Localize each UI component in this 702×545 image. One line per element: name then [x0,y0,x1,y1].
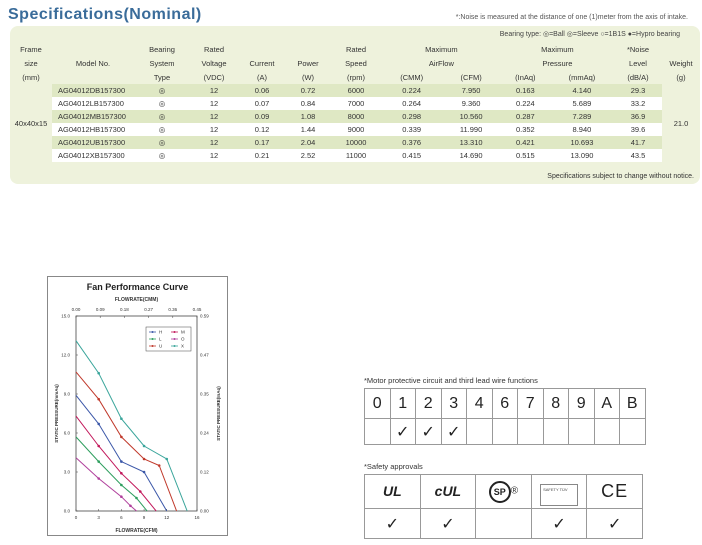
motor-code-0: 0 [365,389,391,419]
cell-inaq: 0.421 [501,136,550,149]
motor-code-A: A [594,389,620,419]
registered-mark: ® [510,484,519,496]
hdr-level: Level [629,58,647,68]
cell-speed: 8000 [330,110,382,123]
cell-cmm: 0.339 [382,123,441,136]
x-tick-label: 6 [120,515,123,520]
x-tick-label: 0 [74,515,78,520]
cell-current: 0.12 [238,123,286,136]
motor-check-8 [543,419,569,445]
cell-voltage: 12 [190,84,238,97]
spec-row [10,110,700,123]
hdr-unit-w: (W) [301,72,315,82]
spec-panel [10,26,700,184]
x2-axis-label: FLOWRATE(CMM) [114,297,159,303]
cell-voltage: 12 [190,97,238,110]
spec-row [10,97,700,110]
series-line-m [76,416,156,511]
cell-voltage: 12 [190,110,238,123]
cell-cfm: 13.310 [441,136,500,149]
cell-speed: 10000 [330,136,382,149]
legend-label-h: H [159,329,163,335]
hdr-unit-mm: (mm) [22,72,40,82]
motor-code-9: 9 [569,389,595,419]
x2-tick-label: 0.27 [144,307,153,312]
legend-marker-l [152,338,154,340]
cell-voltage: 12 [190,123,238,136]
hdr-unit-dba: (dB/A) [627,72,649,82]
model-no: AG04012LB157300 [52,97,134,110]
hdr-bearing: Bearing [149,44,175,54]
ce-logo: CE [601,481,629,501]
x-tick-label: 12 [164,515,170,520]
model-no: AG04012MB157300 [52,110,134,123]
data-point-m [97,445,100,448]
spec-footnote: Specifications subject to change without notice. [547,173,694,180]
cell-cfm: 10.560 [441,110,500,123]
series-line-u [76,372,177,511]
data-point-o [97,477,100,480]
cell-mmaq: 7.289 [550,110,614,123]
y2-axis-label: STATIC PRESSURE(InAq) [216,386,221,441]
chart-svg [48,277,229,537]
safety-check-ul: ✓ [365,509,421,539]
cell-cmm: 0.415 [382,149,441,162]
hdr-speed: Speed [345,58,367,68]
bearing-type: ◎ [134,110,190,123]
motor-check-B [620,419,646,445]
motor-table [364,388,646,445]
data-point-h [143,471,146,474]
motor-label: *Motor protective circuit and third lead wire functions [364,376,538,385]
hdr-voltage: Voltage [201,58,227,68]
hdr-power: Power [297,58,319,68]
model-no: AG04012UB157300 [52,136,134,149]
model-no: AG04012XB157300 [52,149,134,162]
data-point-x [120,417,123,420]
cell-noise: 41.7 [614,136,662,149]
cell-cfm: 11.990 [441,123,500,136]
cell-current: 0.17 [238,136,286,149]
cell-mmaq: 8.940 [550,123,614,136]
data-point-u [97,398,100,401]
spec-row [10,149,700,162]
cell-current: 0.07 [238,97,286,110]
bearing-type: ◎ [134,149,190,162]
motor-code-B: B [620,389,646,419]
tuv-mark [531,475,587,509]
safety-label: *Safety approvals [364,462,423,471]
cell-cfm: 9.360 [441,97,500,110]
motor-check-1: ✓ [390,419,416,445]
hdr-current: Current [249,58,275,68]
cell-mmaq: 4.140 [550,84,614,97]
data-point-u [143,458,146,461]
cell-power: 1.08 [286,110,330,123]
y2-tick-label: 0.24 [200,430,209,436]
cul-logo: cUL [434,482,462,499]
cell-noise: 43.5 [614,149,662,162]
motor-check-7 [518,419,544,445]
cell-voltage: 12 [190,136,238,149]
cell-current: 0.06 [238,84,286,97]
hdr-unit-vdc: (VDC) [203,72,225,82]
legend-label-l: L [159,336,162,342]
cell-inaq: 0.515 [501,149,550,162]
legend-marker-h [152,331,154,333]
data-point-x [165,458,168,461]
y2-tick-label: 0.12 [200,469,209,475]
x2-tick-label: 0.36 [168,307,178,312]
x-axis-label: FLOWRATE(CFM) [115,528,158,534]
legend-label-x: X [181,343,185,349]
motor-check-6 [492,419,518,445]
motor-code-1: 1 [390,389,416,419]
cell-noise: 33.2 [614,97,662,110]
motor-code-6: 6 [492,389,518,419]
bearing-type: ◎ [134,84,190,97]
cell-current: 0.21 [238,149,286,162]
data-point-u [120,436,123,439]
chart-title: Fan Performance Curve [86,282,189,292]
motor-check-4 [467,419,493,445]
hdr-weight: Weight [669,58,693,68]
safety-check-ce: ✓ [587,509,643,539]
motor-check-3: ✓ [441,419,467,445]
csa-logo: SP [489,481,511,503]
cell-inaq: 0.224 [501,97,550,110]
y-tick-label: 0.0 [63,508,70,514]
hdr-system: System [149,58,175,68]
model-no: AG04012HB157300 [52,123,134,136]
legend-marker-x [174,345,176,347]
bearing-type: ◎ [134,136,190,149]
bearing-type: ◎ [134,97,190,110]
cell-power: 2.04 [286,136,330,149]
x2-tick-label: 0.18 [120,307,129,312]
spec-row [10,84,700,97]
hdr-unit-mmaq: (mmAq) [568,72,596,82]
cell-power: 2.52 [286,149,330,162]
data-point-l [120,484,123,487]
hdr-airflow: AirFlow [428,58,454,68]
spec-table [10,42,700,162]
legend-label-u: U [159,343,163,349]
safety-table [364,474,643,539]
data-point-x [97,372,100,375]
hdr-model: Model No. [75,58,111,68]
y-tick-label: 9.0 [63,391,70,397]
hdr-noise: *Noise [626,44,650,54]
series-line-x [76,341,187,511]
cell-cfm: 7.950 [441,84,500,97]
data-point-m [139,490,142,493]
series-line-o [76,458,137,511]
ul-mark [365,475,421,509]
cell-speed: 7000 [330,97,382,110]
data-point-u [158,464,161,467]
series-line-h [76,395,167,511]
fan-performance-chart [47,276,228,536]
ce-mark [587,475,643,509]
hdr-unit-a: (A) [257,72,267,82]
bearing-type: ◎ [134,123,190,136]
data-point-l [97,460,100,463]
data-point-o [120,495,123,498]
legend-label-m: M [181,329,185,335]
cell-cmm: 0.298 [382,110,441,123]
cell-noise: 29.3 [614,84,662,97]
safety-check-csa [476,509,532,539]
x2-tick-label: 0.45 [192,307,202,312]
cell-voltage: 12 [190,149,238,162]
cul-mark [420,475,476,509]
safety-check-tuv: ✓ [531,509,587,539]
cell-inaq: 0.352 [501,123,550,136]
cell-mmaq: 5.689 [550,97,614,110]
cell-mmaq: 10.693 [550,136,614,149]
hdr-size: size [24,58,38,68]
motor-code-8: 8 [543,389,569,419]
data-point-h [97,423,100,426]
cell-inaq: 0.287 [501,110,550,123]
y-tick-label: 6.0 [63,430,70,436]
data-point-h [120,460,123,463]
cell-speed: 9000 [330,123,382,136]
cell-cmm: 0.224 [382,84,441,97]
cell-power: 1.44 [286,123,330,136]
data-point-o [129,505,132,508]
noise-note: *:Noise is measured at the distance of one (1)meter from the axis of intake. [455,14,688,21]
csa-mark [476,475,532,509]
x2-tick-label: 0.09 [95,307,105,312]
cell-speed: 6000 [330,84,382,97]
x-tick-label: 9 [142,515,146,520]
y-axis-label: STATIC PRESSURE(mmAq) [54,384,59,443]
safety-check-cul: ✓ [420,509,476,539]
x-tick-label: 3 [97,515,100,520]
motor-check-0 [365,419,391,445]
hdr-unit-inaq: (InAq) [515,72,536,82]
cell-inaq: 0.163 [501,84,550,97]
hdr-type: Type [153,72,171,82]
motor-check-A [594,419,620,445]
motor-code-4: 4 [467,389,493,419]
hdr-max-airflow: Maximum [425,44,458,54]
data-point-m [120,472,123,475]
hdr-pressure: Pressure [542,58,573,68]
series-line-l [76,437,147,511]
hdr-unit-g: (g) [676,72,686,82]
cell-cmm: 0.264 [382,97,441,110]
cell-current: 0.09 [238,110,286,123]
weight: 21.0 [673,118,689,128]
y-tick-label: 12.0 [61,352,70,358]
model-no: AG04012DB157300 [52,84,134,97]
legend-marker-o [174,338,176,340]
x-tick-label: 16 [194,515,200,520]
y-tick-label: 15.0 [61,313,70,319]
legend-marker-u [152,345,154,347]
spec-row [10,136,700,149]
x2-tick-label: 0.00 [71,307,81,312]
hdr-unit-cfm: (CFM) [460,72,482,82]
legend-marker-m [174,331,176,333]
cell-noise: 39.6 [614,123,662,136]
hdr-frame: Frame [20,44,42,54]
motor-check-2: ✓ [416,419,442,445]
frame-size: 40x40x15 [14,118,48,128]
y2-tick-label: 0.47 [200,352,209,358]
motor-check-9 [569,419,595,445]
cell-cmm: 0.376 [382,136,441,149]
y2-tick-label: 0.35 [200,391,209,397]
cell-mmaq: 13.090 [550,149,614,162]
cell-power: 0.84 [286,97,330,110]
motor-code-2: 2 [416,389,442,419]
y-tick-label: 3.0 [63,469,70,475]
cell-speed: 11000 [330,149,382,162]
y2-tick-label: 0.59 [200,313,209,319]
cell-cfm: 14.690 [441,149,500,162]
hdr-unit-cmm: (CMM) [400,72,424,82]
data-point-l [135,497,138,500]
cell-noise: 36.9 [614,110,662,123]
legend-label-o: O [181,336,185,342]
bearing-type-legend: Bearing type: ◎=Ball ◎=Sleeve ○=1B1S ●=Hypro bearing [499,31,680,38]
hdr-rated: Rated [203,44,224,54]
page-title: Specifications(Nominal) [8,6,202,23]
motor-code-3: 3 [441,389,467,419]
y2-tick-label: 0.00 [200,508,209,514]
data-point-x [143,445,146,448]
tuv-logo: SAFETY TÜV [540,484,578,506]
motor-code-7: 7 [518,389,544,419]
hdr-rated2: Rated [345,44,366,54]
hdr-unit-rpm: (rpm) [347,72,365,82]
cell-power: 0.72 [286,84,330,97]
spec-row [10,123,700,136]
hdr-max-pressure: Maximum [541,44,574,54]
ul-logo: UL [382,482,402,499]
